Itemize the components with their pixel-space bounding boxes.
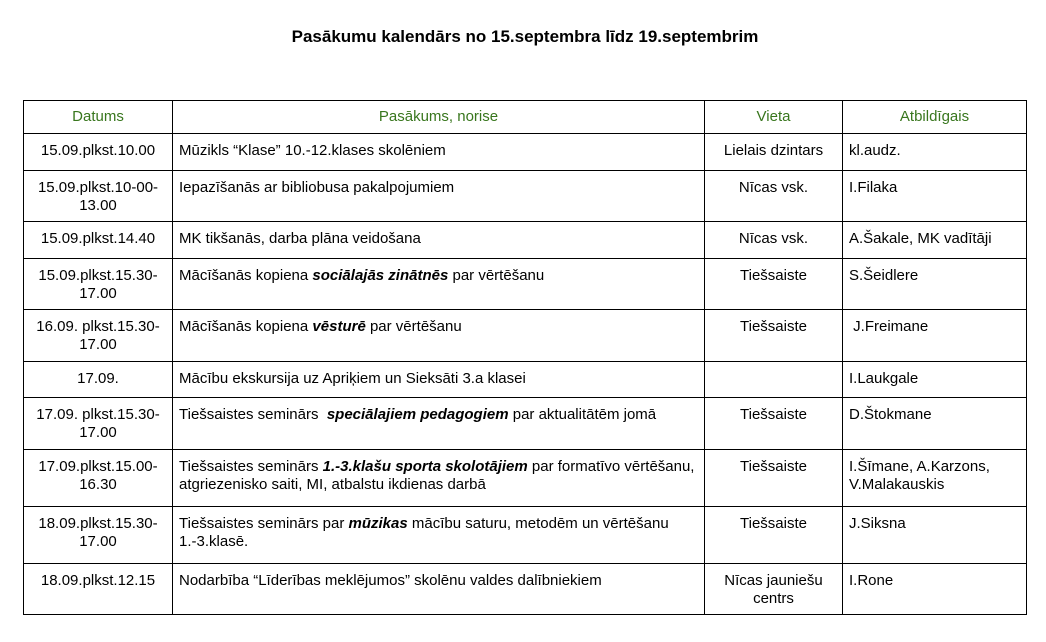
date-cell: 15.09.plkst.15.30-17.00 xyxy=(24,259,173,310)
responsible-cell: I.Šīmane, A.Karzons, V.Malakauskis xyxy=(843,450,1027,507)
date-cell: 17.09. xyxy=(24,362,173,398)
event-cell: Nodarbība “Līderības meklējumos” skolēnu valdes dalībniekiem xyxy=(173,564,705,615)
table-row xyxy=(24,507,1027,564)
table-row xyxy=(24,362,1027,398)
calendar-table xyxy=(23,100,1027,615)
table-row xyxy=(24,564,1027,615)
responsible-cell: S.Šeidlere xyxy=(843,259,1027,310)
table-row xyxy=(24,171,1027,222)
responsible-cell: I.Filaka xyxy=(843,171,1027,222)
venue-cell: Tiešsaiste xyxy=(705,310,843,362)
venue-cell: Lielais dzintars xyxy=(705,134,843,171)
event-cell: Mācīšanās kopiena vēsturē par vērtēšanu xyxy=(173,310,705,362)
event-cell: Tiešsaistes seminārs 1.-3.klašu sporta skolotājiem par formatīvo vērtēšanu, atgriezenisko saiti, MI, atbalstu ikdienas darbā xyxy=(173,450,705,507)
table-row xyxy=(24,222,1027,259)
event-cell: Mācību ekskursija uz Apriķiem un Sieksāti 3.a klasei xyxy=(173,362,705,398)
date-cell: 15.09.plkst.10.00 xyxy=(24,134,173,171)
venue-cell: Nīcas vsk. xyxy=(705,171,843,222)
page-title: Pasākumu kalendārs no 15.septembra līdz 19.septembrim xyxy=(291,27,759,46)
venue-cell: Nīcas vsk. xyxy=(705,222,843,259)
responsible-cell: J.Freimane xyxy=(843,310,1027,362)
table-row xyxy=(24,310,1027,362)
table-row xyxy=(24,450,1027,507)
table-row xyxy=(24,134,1027,171)
table-row xyxy=(24,259,1027,310)
responsible-cell: A.Šakale, MK vadītāji xyxy=(843,222,1027,259)
table-row xyxy=(24,398,1027,450)
venue-cell xyxy=(705,362,843,398)
column-header-responsible: Atbildīgais xyxy=(843,101,1027,134)
responsible-cell: I.Rone xyxy=(843,564,1027,615)
responsible-cell: I.Laukgale xyxy=(843,362,1027,398)
date-cell: 18.09.plkst.12.15 xyxy=(24,564,173,615)
event-cell: MK tikšanās, darba plāna veidošana xyxy=(173,222,705,259)
venue-cell: Tiešsaiste xyxy=(705,450,843,507)
column-header-venue: Vieta xyxy=(705,101,843,134)
date-cell: 17.09.plkst.15.00-16.30 xyxy=(24,450,173,507)
header-row xyxy=(24,101,1027,134)
date-cell: 16.09. plkst.15.30-17.00 xyxy=(24,310,173,362)
date-cell: 18.09.plkst.15.30-17.00 xyxy=(24,507,173,564)
event-cell: Mūzikls “Klase” 10.-12.klases skolēniem xyxy=(173,134,705,171)
responsible-cell: J.Siksna xyxy=(843,507,1027,564)
event-cell: Mācīšanās kopiena sociālajās zinātnēs par vērtēšanu xyxy=(173,259,705,310)
date-cell: 15.09.plkst.10-00-13.00 xyxy=(24,171,173,222)
event-cell: Tiešsaistes seminārs speciālajiem pedagogiem par aktualitātēm jomā xyxy=(173,398,705,450)
event-cell: Iepazīšanās ar bibliobusa pakalpojumiem xyxy=(173,171,705,222)
venue-cell: Nīcas jauniešu centrs xyxy=(705,564,843,615)
venue-cell: Tiešsaiste xyxy=(705,507,843,564)
event-cell: Tiešsaistes seminārs par mūzikas mācību saturu, metodēm un vērtēšanu 1.-3.klasē. xyxy=(173,507,705,564)
column-header-date: Datums xyxy=(24,101,173,134)
venue-cell: Tiešsaiste xyxy=(705,259,843,310)
date-cell: 17.09. plkst.15.30-17.00 xyxy=(24,398,173,450)
responsible-cell: D.Štokmane xyxy=(843,398,1027,450)
date-cell: 15.09.plkst.14.40 xyxy=(24,222,173,259)
venue-cell: Tiešsaiste xyxy=(705,398,843,450)
responsible-cell: kl.audz. xyxy=(843,134,1027,171)
column-header-event: Pasākums, norise xyxy=(173,101,705,134)
